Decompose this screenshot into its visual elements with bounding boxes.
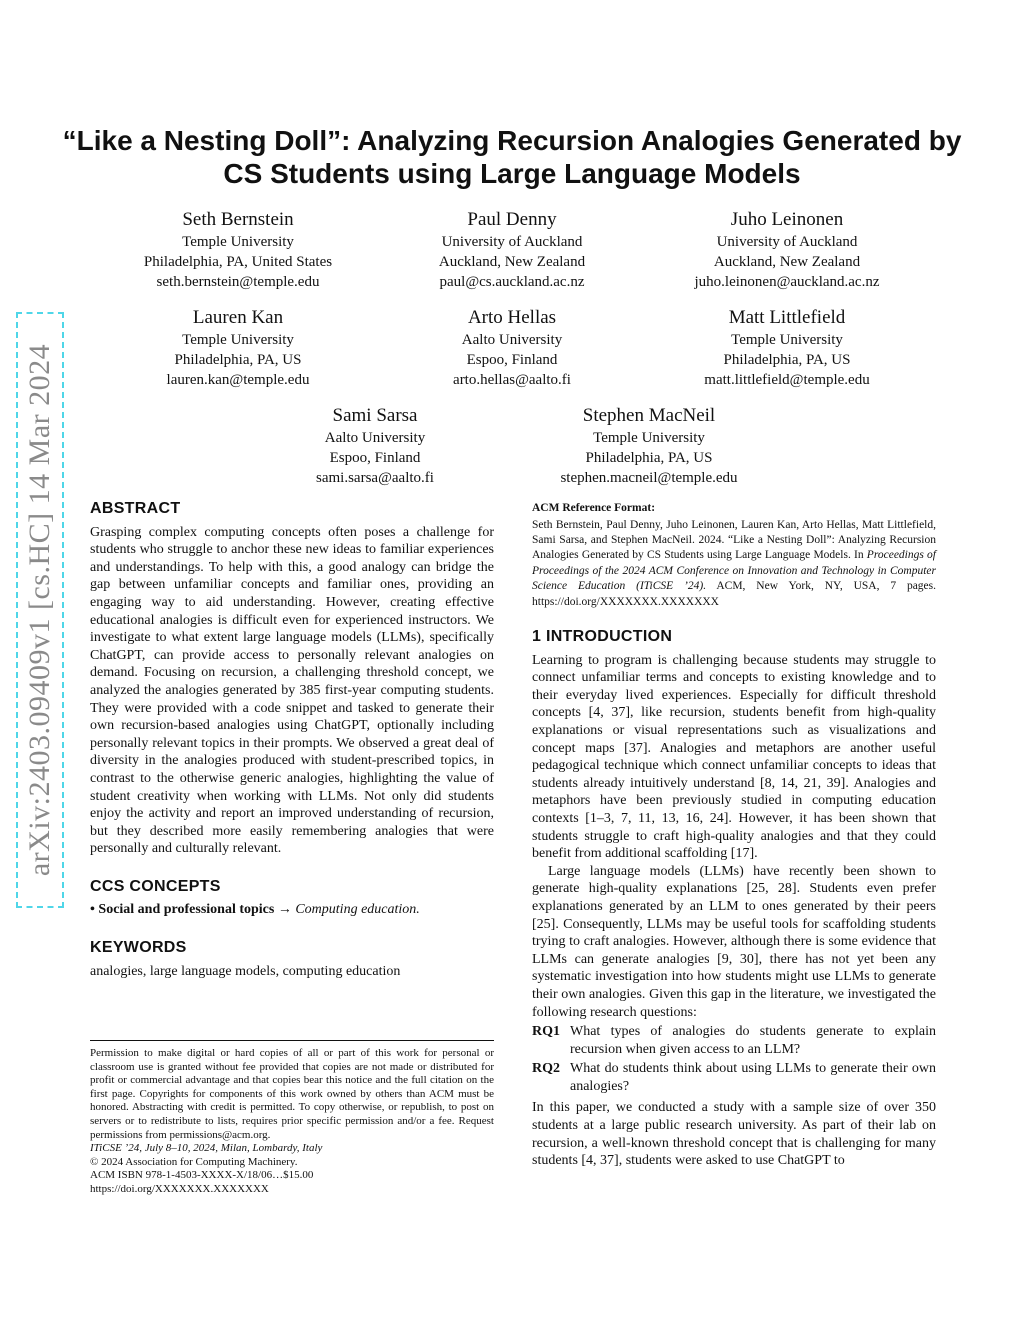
rq-text: What do students think about using LLMs to generate their own analogies? <box>570 1061 936 1094</box>
author-location: Philadelphia, PA, US <box>723 352 851 368</box>
permission-block <box>90 1040 494 1197</box>
author-name: Lauren Kan <box>192 307 284 328</box>
author-block <box>627 208 947 292</box>
author-affiliation: University of Auckland <box>441 234 583 250</box>
ccs-topic: Computing education. <box>295 902 420 918</box>
isbn: ACM ISBN 978-1-4503-XXXX-X/18/06…$15.00 <box>90 1169 314 1182</box>
abstract-text: Grasping complex computing concepts often poses a challenge for students who struggle to anchor these new ideas to familiar experiences and understandings. To help with this, a good analogy can bridge the gap between unfamiliar concepts and familiar ones, providing an engaging way to aid understanding. However, creating effective educational analogies is difficult even for experienced instructors. We investigate to what extent large language models (LLMs), specifically ChatGPT, can provide access to personally relevant analogies on demand. Focusing on recursion, a challenging threshold concept, we analyzed the analogies generated by 385 first-year computing students. They were provided with a code snippet and tasked to generate their own recursion-based analogies using ChatGPT, optionally including personally relevant topics in their prompts. We observed a great deal of diversity in the analogies produced with student-prescribed topics, in contrast to the otherwise generic analogies, highlighting the value of student creativity when working with LLMs. Not only did students enjoy the activity and report an improved understanding of recursion, but they described more easily remembering analogies that were personally and culturally relevant. <box>90 524 494 857</box>
author-block <box>352 306 672 390</box>
author-location: Espoo, Finland <box>466 352 558 368</box>
author-affiliation: Temple University <box>593 430 705 446</box>
author-name: Sami Sarsa <box>332 405 418 426</box>
author-name: Arto Hellas <box>467 307 557 328</box>
author-name: Seth Bernstein <box>182 209 294 230</box>
author-name: Stephen MacNeil <box>582 405 716 426</box>
venue: ITiCSE ’24, July 8–10, 2024, Milan, Lombardy, Italy <box>90 1142 323 1155</box>
author-block <box>627 306 947 390</box>
author-block <box>352 208 672 292</box>
author-email[interactable]: arto.hellas@aalto.fi <box>453 372 571 388</box>
author-affiliation: Aalto University <box>324 430 426 446</box>
rq-label: RQ1 <box>532 1024 560 1040</box>
author-location: Philadelphia, PA, US <box>585 450 713 466</box>
author-affiliation: Temple University <box>182 332 294 348</box>
author-email[interactable]: lauren.kan@temple.edu <box>166 372 310 388</box>
paper-title: “Like a Nesting Doll”: Analyzing Recursion Analogies Generated by CS Students using Large Language Models <box>62 125 962 189</box>
author-affiliation: Aalto University <box>461 332 563 348</box>
arxiv-id: arXiv:2403.09409v1 [cs.HC] 14 Mar 2024 <box>23 343 56 877</box>
arxiv-stamp <box>16 312 64 908</box>
rq-text: What types of analogies do students generate to explain recursion when given access to an LLM? <box>570 1024 936 1057</box>
author-affiliation: Temple University <box>182 234 294 250</box>
author-name: Matt Littlefield <box>728 307 846 328</box>
author-affiliation: University of Auckland <box>716 234 858 250</box>
research-question <box>532 1023 936 1058</box>
acm-ref-heading: ACM Reference Format: <box>532 502 656 514</box>
acm-ref-proceedings: Proceedings of Proceedings of the 2024 ACM Conference on Innovation and Technology in Computer Science Education (ITiCSE ’24). <box>532 549 936 593</box>
author-email[interactable]: matt.littlefield@temple.edu <box>704 372 870 388</box>
author-email[interactable]: stephen.macneil@temple.edu <box>560 470 738 486</box>
author-block <box>489 404 809 488</box>
permission-text: Permission to make digital or hard copies of all or part of this work for personal or classroom use is granted without fee provided that copies are not made or distributed for profit or commercial advantage and that copies bear this notice and the full citation on the first page. Copyrights for components of this work owned by others than ACM must be honored. Abstracting with credit is permitted. To copy otherwise, or republish, to post on servers or to redistribute to lists, requires prior specific permission and/or a fee. Request permissions from permissions@acm.org. <box>90 1047 494 1141</box>
author-location: Philadelphia, PA, US <box>174 352 302 368</box>
right-column <box>532 502 936 1170</box>
ccs-concepts <box>90 901 494 919</box>
ccs-bullet: • Social and professional topics <box>90 902 275 918</box>
author-block <box>78 306 398 390</box>
author-name: Paul Denny <box>467 209 557 230</box>
acm-ref-text <box>532 518 936 610</box>
intro-paragraph: Learning to program is challenging because students may struggle to connect unfamiliar terms and concepts to existing knowledge and to their everyday lived experiences. Especially for difficult threshold concepts [4, 37], like recursion, students benefit from high-quality explanations or visual representations such as visualizations and concept maps [37]. Analogies and metaphors are another useful pedagogical technique which connect unfamiliar concepts to ideas that students already intuitively understand [8, 14, 21, 39]. Analogies and metaphors have been previously studied in computing education contexts [1–3, 7, 11, 13, 16, 24]. However, it has been shown that students struggle to craft high-quality analogies and that they could benefit from additional scaffolding [17]. <box>532 652 936 862</box>
author-name: Juho Leinonen <box>730 209 844 230</box>
intro-paragraph: Large language models (LLMs) have recently been shown to generate high-quality explanations [25, 28]. Students even prefer explanations generated by an LLM to ones generated by their peers [25]. Consequently, LLMs may be useful tools for scaffolding students trying to craft analogies. However, although there is some evidence that LLMs can generate analogies [9, 30], there has not yet been any systematic investigation into how students might use LLMs to generate their own analogies. Given this gap in the literature, we investigated the following research questions: <box>532 863 936 1020</box>
author-email[interactable]: seth.bernstein@temple.edu <box>156 274 320 290</box>
intro-paragraph: In this paper, we conducted a study with a sample size of over 350 students at a large public research university. As part of their lab on recursion, a well-known threshold concept that is challenging for many students [4, 37], students were asked to use ChatGPT to <box>532 1100 936 1169</box>
copyright: © 2024 Association for Computing Machinery. <box>90 1155 298 1168</box>
rq-label: RQ2 <box>532 1061 560 1077</box>
acm-ref-publisher: ACM, New York, NY, USA, 7 pages. https://doi.org/XXXXXXX.XXXXXXX <box>532 580 937 608</box>
author-location: Espoo, Finland <box>329 450 421 466</box>
footnote-rule <box>90 1040 494 1041</box>
author-location: Auckland, New Zealand <box>713 254 861 270</box>
keywords-text: analogies, large language models, computing education <box>90 963 401 979</box>
author-email[interactable]: sami.sarsa@aalto.fi <box>316 470 434 486</box>
author-email[interactable]: paul@cs.auckland.ac.nz <box>439 274 585 290</box>
keywords-heading: KEYWORDS <box>90 939 187 957</box>
doi-link[interactable]: https://doi.org/XXXXXXX.XXXXXXX <box>90 1182 269 1195</box>
research-question <box>532 1060 936 1095</box>
ccs-heading: CCS CONCEPTS <box>90 877 221 895</box>
author-location: Auckland, New Zealand <box>438 254 586 270</box>
intro-heading: 1 INTRODUCTION <box>532 628 673 646</box>
left-column <box>90 500 494 980</box>
acm-ref-authors: Seth Bernstein, Paul Denny, Juho Leinonen, Lauren Kan, Arto Hellas, Matt Littlefield, Sami Sarsa, and Stephen MacNeil. 2024. “Like a Nesting Doll”: Analyzing Recursion Analogies Generated by CS Students using Large Language Models. In <box>532 518 936 562</box>
author-block <box>215 404 535 488</box>
author-email[interactable]: juho.leinonen@auckland.ac.nz <box>694 274 880 290</box>
author-affiliation: Temple University <box>731 332 843 348</box>
abstract-heading: ABSTRACT <box>90 500 181 517</box>
author-block <box>78 208 398 292</box>
ccs-arrow: → <box>274 902 296 918</box>
author-location: Philadelphia, PA, United States <box>143 254 333 270</box>
